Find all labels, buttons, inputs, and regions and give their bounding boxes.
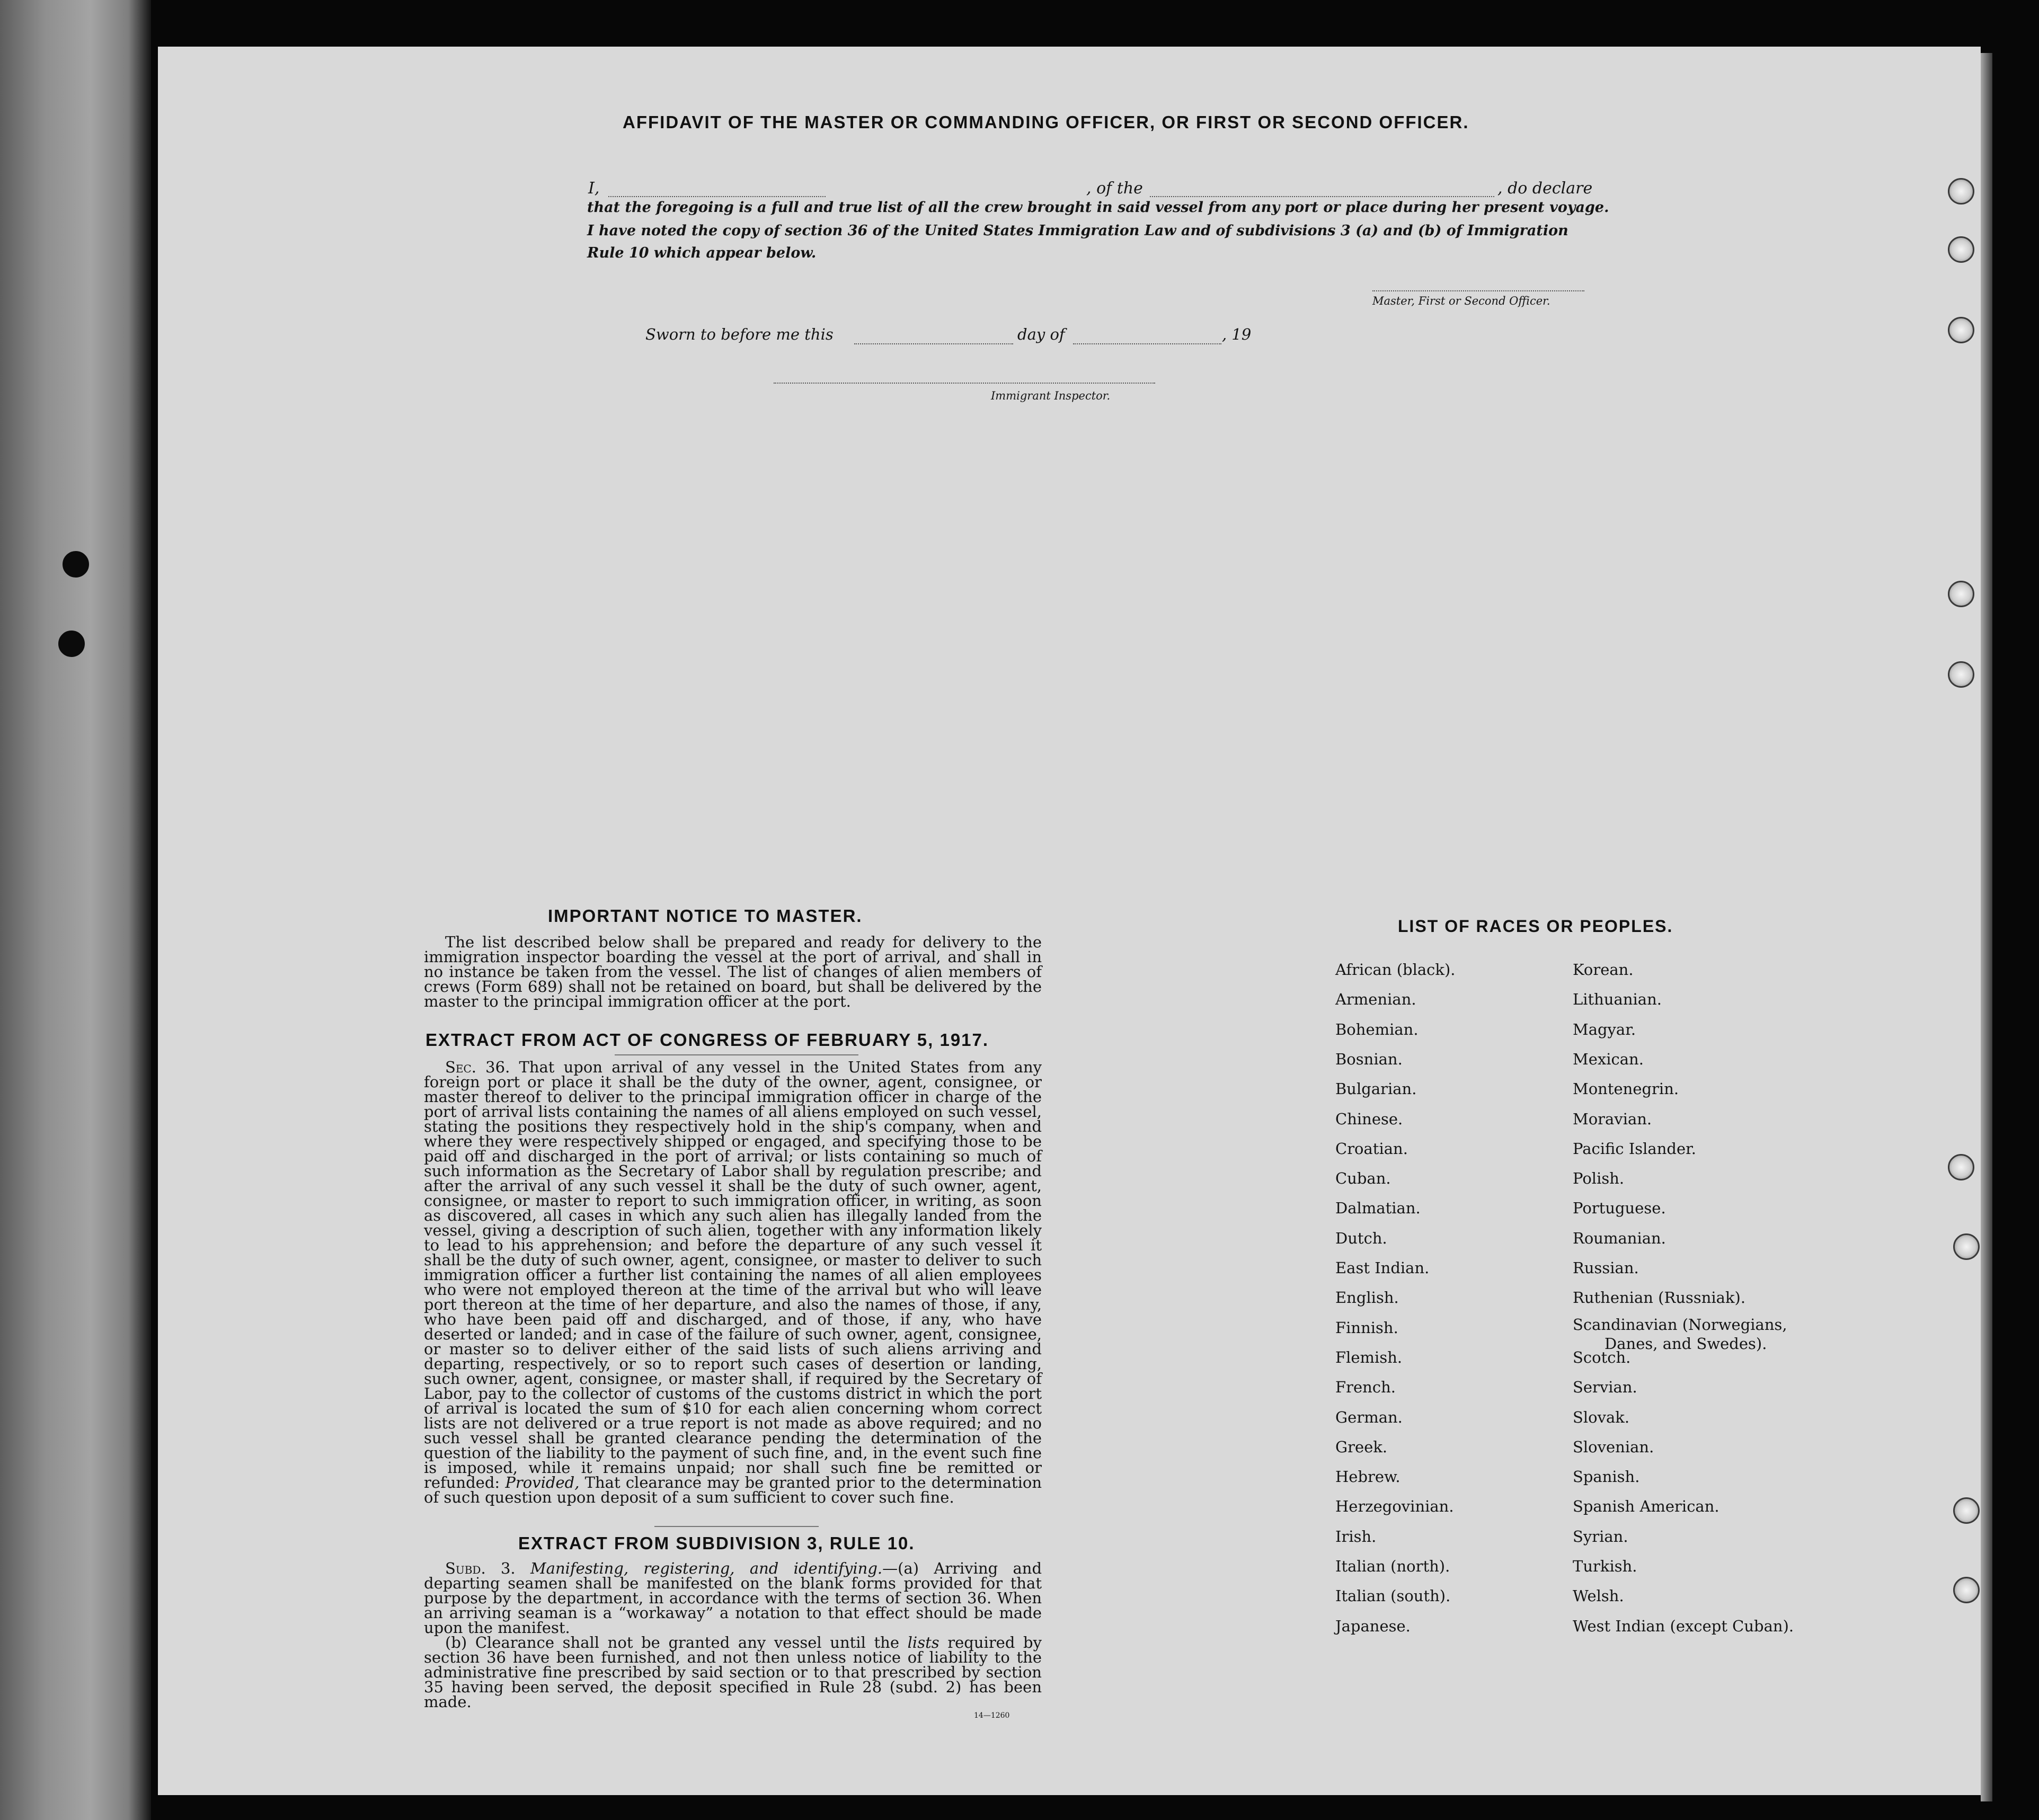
rule-para-b-lists: lists <box>907 1633 939 1652</box>
race-item: German. <box>1335 1408 1403 1426</box>
race-item: Italian (south). <box>1335 1587 1451 1605</box>
sworn-month-line[interactable] <box>1073 343 1221 344</box>
race-item: Polish. <box>1573 1169 1625 1188</box>
race-item: Spanish. <box>1573 1468 1640 1486</box>
race-item: Portuguese. <box>1573 1199 1666 1218</box>
race-item: Russian. <box>1573 1259 1639 1277</box>
sworn-day-line[interactable] <box>854 343 1013 344</box>
binder-hole-right <box>1953 1497 1980 1524</box>
vessel-name-line[interactable] <box>1150 196 1494 197</box>
race-item: Cuban. <box>1335 1169 1391 1188</box>
rule-para-b-rest: required by section 36 have been furnished, and not then unless notice of liability to the administrative fine prescribed by said section or to that prescribed by section 35 having been served, the deposit specified in Rule 28 (subd. 2) has been made. <box>424 1633 1042 1711</box>
race-item: Korean. <box>1573 961 1634 979</box>
officer-name-line[interactable] <box>608 196 826 197</box>
form-code: 14—1260 <box>974 1711 1010 1720</box>
rule-subd-heading: Manifesting, registering, and identifying. <box>530 1559 883 1577</box>
year-prefix: , 19 <box>1222 325 1252 343</box>
race-item: Moravian. <box>1573 1109 1652 1128</box>
binder-hole-right <box>1948 178 1974 205</box>
race-item: Scotch. <box>1573 1348 1631 1366</box>
declaration-line-3: Rule 10 which appear below. <box>587 245 817 261</box>
sworn-label: Sworn to before me this <box>645 325 834 343</box>
race-item: Scandinavian (Norwegians, <box>1573 1315 1787 1334</box>
race-item: Irish. <box>1335 1527 1377 1546</box>
races-title: LIST OF RACES OR PEOPLES. <box>1398 917 1673 936</box>
master-signature-label: Master, First or Second Officer. <box>1372 295 1550 307</box>
race-item: African (black). <box>1335 961 1456 979</box>
race-item: Magyar. <box>1573 1020 1636 1038</box>
race-item: Roumanian. <box>1573 1229 1666 1247</box>
binder-hole-right <box>1948 1154 1974 1180</box>
act-proviso-label: Provided, <box>505 1473 580 1491</box>
binder-hole-right <box>1953 1577 1980 1603</box>
declaration-line-1: that the foregoing is a full and true list of all the crew brought in said vessel from any port or place during her present voyage. <box>587 199 1609 216</box>
race-item: Herzegovinian. <box>1335 1497 1454 1516</box>
act-section-36 <box>424 1060 1042 1505</box>
binder-hole-left <box>63 551 89 578</box>
race-item: Dutch. <box>1335 1229 1387 1247</box>
race-item: Italian (north). <box>1335 1557 1450 1575</box>
race-item: Hebrew. <box>1335 1468 1400 1486</box>
act-proviso-body: That clearance may be granted prior to the determination of such question upon deposit of a sum sufficient to cover such fine. <box>424 1473 1042 1506</box>
binder-hole-right <box>1948 317 1974 343</box>
race-item-continuation: Danes, and Swedes). <box>1604 1334 1767 1353</box>
race-item: Slovak. <box>1573 1408 1630 1426</box>
affidavit-title: AFFIDAVIT OF THE MASTER OR COMMANDING OFFICER, OR FIRST OR SECOND OFFICER. <box>623 112 1469 132</box>
inspector-label: Immigrant Inspector. <box>991 389 1111 402</box>
document-sheet <box>158 47 1981 1795</box>
race-item: Dalmatian. <box>1335 1199 1421 1218</box>
race-item: Finnish. <box>1335 1318 1398 1337</box>
race-item: Japanese. <box>1335 1617 1411 1635</box>
binder-hole-left <box>58 631 85 657</box>
master-signature-line[interactable] <box>1372 290 1584 291</box>
binder-hole-right <box>1948 236 1974 263</box>
rule-subd-label: Subd. 3. <box>445 1559 516 1577</box>
race-item: West Indian (except Cuban). <box>1573 1617 1794 1635</box>
rule-para-b <box>424 1635 1042 1709</box>
race-item: Bosnian. <box>1335 1050 1403 1068</box>
race-item: Bulgarian. <box>1335 1080 1417 1098</box>
act-title-underline <box>615 1054 858 1055</box>
race-item: Armenian. <box>1335 990 1416 1009</box>
right-page-edge <box>1981 53 1992 1801</box>
left-page-edge <box>0 0 151 1820</box>
race-item: Syrian. <box>1573 1527 1628 1546</box>
notice-title: IMPORTANT NOTICE TO MASTER. <box>548 906 863 926</box>
do-declare-label: , do declare <box>1497 179 1593 198</box>
race-item: Montenegrin. <box>1573 1080 1679 1098</box>
race-item: Flemish. <box>1335 1348 1403 1366</box>
race-item: Bohemian. <box>1335 1020 1419 1038</box>
binder-hole-right <box>1953 1233 1980 1260</box>
of-the-label: , of the <box>1086 179 1143 198</box>
race-item: Greek. <box>1335 1437 1388 1456</box>
race-item: Lithuanian. <box>1573 990 1662 1009</box>
inspector-signature-line[interactable] <box>774 383 1155 384</box>
rule-para-a-text: —(a) Arriving and departing seamen shall be manifested on the blank forms provided for that purpose by the department, in accordance with the terms of section 36. When an arriving seaman is a “workaway” a notation to that effect should be made upon the manifest. <box>424 1559 1042 1637</box>
race-item: Spanish American. <box>1573 1497 1719 1516</box>
rule-extract-title: EXTRACT FROM SUBDIVISION 3, RULE 10. <box>518 1533 915 1553</box>
binder-hole-right <box>1948 661 1974 688</box>
race-item: Croatian. <box>1335 1139 1408 1158</box>
race-item: Chinese. <box>1335 1109 1403 1128</box>
day-of-label: day of <box>1017 325 1065 343</box>
act-end-rule <box>654 1526 819 1527</box>
affidavit-i-label: I, <box>588 179 600 198</box>
race-item: Welsh. <box>1573 1587 1624 1605</box>
race-item: Mexican. <box>1573 1050 1644 1068</box>
binder-hole-right <box>1948 581 1974 607</box>
act-section-label: Sec. 36. <box>445 1058 510 1076</box>
declaration-line-2: I have noted the copy of section 36 of the United States Immigration Law and of subdivisions 3 (a) and (b) of Immigration <box>587 223 1568 239</box>
notice-body: The list described below shall be prepared and ready for delivery to the immigration inspector boarding the vessel at the port of arrival, and shall in no instance be taken from the vessel. The list of changes of alien members of crews (Form 689) shall not be retained on board, but shall be delivered by the master to the principal immigration officer at the port. <box>424 933 1042 1010</box>
race-item: Servian. <box>1573 1378 1637 1397</box>
race-item: East Indian. <box>1335 1259 1430 1277</box>
race-item: Slovenian. <box>1573 1437 1654 1456</box>
race-item: Pacific Islander. <box>1573 1139 1697 1158</box>
act-extract-title: EXTRACT FROM ACT OF CONGRESS OF FEBRUARY 5, 1917. <box>425 1030 989 1050</box>
rule-para-b-prefix: (b) Clearance shall not be granted any vessel until the <box>445 1633 899 1652</box>
rule-para-a <box>424 1561 1042 1635</box>
race-item: English. <box>1335 1289 1399 1307</box>
race-item: Ruthenian (Russniak). <box>1573 1289 1746 1307</box>
race-item: French. <box>1335 1378 1396 1397</box>
race-item: Turkish. <box>1573 1557 1637 1575</box>
act-body: That upon arrival of any vessel in the United States from any foreign port or place it shall be the duty of the owner, agent, consignee, or master thereof to deliver to the principal immigration officer in charge of the port of arrival lists containing the names of all aliens employed on such vessel, stating the positions they respectively hold in the ship's company, when and where they were respectively shipped or engaged, and specifying those to be paid off and discharged in the port of arrival; or lists containing so much of such information as the Secretary of Labor shall by regulation prescribe; and after the arrival of any such vessel it shall be the duty of such owner, agent, consignee, or master to report to such immigration officer, in writing, as soon as discovered, all cases in which any such alien has illegally landed from the vessel, giving a description of such alien, together with any information likely to lead to his apprehension; and before the departure of any such vessel it shall be the duty of such owner, agent, consignee, or master to deliver to such immigration officer a further list containing the names of all alien employees who were not employed thereon at the time of the arrival but who will leave port thereon at the time of her departure, and also the names of those, if any, who have been paid off and discharged, and of those, if any, who have deserted or landed; and in case of the failure of such owner, agent, consignee, or master so to deliver either of the said lists of such aliens arriving and departing, respectively, or so to report such cases of desertion or landing, such owner, agent, consignee, or master shall, if required by the Secretary of Labor, pay to the collector of customs of the customs district in which the port of arrival is located the sum of $10 for each alien concerning whom correct lists are not delivered or a true report is not made as above required; and no such vessel shall be granted clearance pending the determination of the question of the liability to the payment of such fine, and, in the event such fine is imposed, while it remains unpaid; nor shall such fine be remitted or refunded: <box>424 1058 1042 1491</box>
